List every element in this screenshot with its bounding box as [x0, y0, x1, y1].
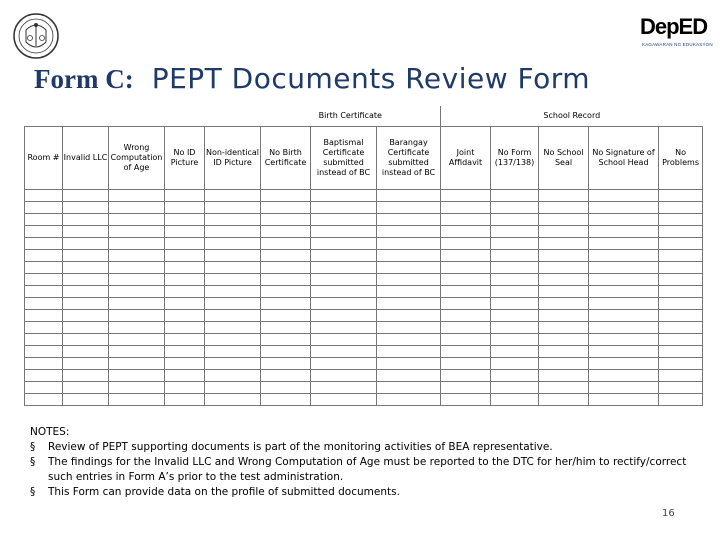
note-item: [30, 440, 698, 455]
table-cell[interactable]: [109, 358, 165, 370]
table-cell[interactable]: [539, 274, 589, 286]
table-cell[interactable]: [165, 190, 205, 202]
table-cell[interactable]: [377, 298, 441, 310]
table-cell[interactable]: [261, 322, 311, 334]
table-cell[interactable]: [165, 226, 205, 238]
table-cell[interactable]: [311, 250, 377, 262]
table-cell[interactable]: [441, 262, 491, 274]
table-cell[interactable]: [261, 286, 311, 298]
group-header-row: [25, 106, 703, 127]
table-cell[interactable]: [311, 190, 377, 202]
table-cell[interactable]: [261, 346, 311, 358]
table-cell[interactable]: [589, 214, 659, 226]
table-cell[interactable]: [377, 238, 441, 250]
note-item: [30, 455, 698, 485]
table-cell[interactable]: [205, 322, 261, 334]
table-cell[interactable]: [539, 382, 589, 394]
table-cell[interactable]: [589, 274, 659, 286]
table-cell[interactable]: [589, 346, 659, 358]
table-cell[interactable]: [205, 274, 261, 286]
table-cell[interactable]: [261, 202, 311, 214]
table-cell[interactable]: [205, 334, 261, 346]
table-cell[interactable]: [539, 250, 589, 262]
table-cell[interactable]: [25, 202, 63, 214]
table-cell[interactable]: [441, 322, 491, 334]
table-cell[interactable]: [165, 370, 205, 382]
table-cell[interactable]: [539, 238, 589, 250]
table-cell[interactable]: [261, 310, 311, 322]
table-cell[interactable]: [539, 358, 589, 370]
table-row: [25, 382, 703, 394]
table-cell[interactable]: [659, 310, 703, 322]
col-no-birth-certificate: No Birth Certificate: [261, 127, 311, 190]
table-cell[interactable]: [441, 358, 491, 370]
table-cell[interactable]: [659, 238, 703, 250]
table-cell[interactable]: [441, 286, 491, 298]
table-cell[interactable]: [109, 346, 165, 358]
table-cell[interactable]: [539, 298, 589, 310]
table-cell[interactable]: [25, 334, 63, 346]
table-cell[interactable]: [311, 358, 377, 370]
table-row: [25, 358, 703, 370]
table-cell[interactable]: [659, 358, 703, 370]
table-cell[interactable]: [261, 214, 311, 226]
table-cell[interactable]: [205, 394, 261, 406]
table-row: [25, 226, 703, 238]
col-barangay-certificate: Barangay Certificate submitted instead of BC: [377, 127, 441, 190]
table-cell[interactable]: [659, 370, 703, 382]
table-cell[interactable]: [491, 190, 539, 202]
table-cell[interactable]: [205, 250, 261, 262]
table-cell[interactable]: [589, 382, 659, 394]
table-cell[interactable]: [589, 310, 659, 322]
table-cell[interactable]: [205, 346, 261, 358]
table-cell[interactable]: [25, 214, 63, 226]
table-cell[interactable]: [491, 214, 539, 226]
table-cell[interactable]: [109, 250, 165, 262]
table-cell[interactable]: [25, 286, 63, 298]
table-cell[interactable]: [589, 190, 659, 202]
table-cell[interactable]: [491, 250, 539, 262]
note-text: This Form can provide data on the profile of submitted documents.: [48, 486, 400, 498]
table-cell[interactable]: [63, 298, 109, 310]
table-cell[interactable]: [205, 202, 261, 214]
table-cell[interactable]: [659, 274, 703, 286]
table-cell[interactable]: [377, 358, 441, 370]
col-no-id-picture: No ID Picture: [165, 127, 205, 190]
table-cell[interactable]: [589, 358, 659, 370]
table-cell[interactable]: [63, 382, 109, 394]
group-header-blank: [25, 106, 261, 127]
table-cell[interactable]: [491, 370, 539, 382]
table-cell[interactable]: [261, 334, 311, 346]
note-item: [30, 485, 698, 500]
table-cell[interactable]: [441, 214, 491, 226]
table-cell[interactable]: [165, 310, 205, 322]
table-cell[interactable]: [311, 226, 377, 238]
table-cell[interactable]: [659, 226, 703, 238]
table-cell[interactable]: [25, 358, 63, 370]
table-cell[interactable]: [25, 322, 63, 334]
table-row: [25, 238, 703, 250]
table-cell[interactable]: [25, 346, 63, 358]
table-cell[interactable]: [25, 226, 63, 238]
table-cell[interactable]: [261, 190, 311, 202]
table-row: [25, 190, 703, 202]
table-cell[interactable]: [441, 346, 491, 358]
table-cell[interactable]: [63, 214, 109, 226]
table-cell[interactable]: [377, 394, 441, 406]
table-cell[interactable]: [491, 310, 539, 322]
table-cell[interactable]: [109, 370, 165, 382]
table-cell[interactable]: [589, 334, 659, 346]
table-cell[interactable]: [311, 310, 377, 322]
table-cell[interactable]: [659, 214, 703, 226]
table-cell[interactable]: [205, 190, 261, 202]
table-cell[interactable]: [261, 250, 311, 262]
table-cell[interactable]: [261, 226, 311, 238]
table-cell[interactable]: [311, 382, 377, 394]
table-cell[interactable]: [441, 250, 491, 262]
table-cell[interactable]: [491, 394, 539, 406]
table-cell[interactable]: [261, 382, 311, 394]
col-no-form: No Form (137/138): [491, 127, 539, 190]
table-cell[interactable]: [589, 286, 659, 298]
table-cell[interactable]: [539, 370, 589, 382]
table-row: [25, 202, 703, 214]
table-row: [25, 322, 703, 334]
column-header-row: [25, 127, 703, 190]
table-cell[interactable]: [539, 226, 589, 238]
table-row: [25, 250, 703, 262]
table-cell[interactable]: [441, 274, 491, 286]
table-cell[interactable]: [441, 226, 491, 238]
table-cell[interactable]: [311, 298, 377, 310]
table-cell[interactable]: [261, 358, 311, 370]
table-cell[interactable]: [261, 238, 311, 250]
table-cell[interactable]: [377, 202, 441, 214]
table-cell[interactable]: [491, 298, 539, 310]
table-cell[interactable]: [261, 370, 311, 382]
table-cell[interactable]: [63, 262, 109, 274]
table-cell[interactable]: [165, 214, 205, 226]
table-cell[interactable]: [25, 190, 63, 202]
table-cell[interactable]: [491, 238, 539, 250]
table-cell[interactable]: [63, 202, 109, 214]
col-baptismal-certificate: Baptismal Certificate submitted instead of BC: [311, 127, 377, 190]
table-cell[interactable]: [659, 322, 703, 334]
table-cell[interactable]: [109, 262, 165, 274]
table-cell[interactable]: [589, 202, 659, 214]
table-cell[interactable]: [311, 394, 377, 406]
deped-logo-subtitle: KAGAWARAN NG EDUKASYON: [642, 42, 713, 47]
table-cell[interactable]: [491, 358, 539, 370]
table-cell[interactable]: [589, 250, 659, 262]
table-cell[interactable]: [441, 370, 491, 382]
table-cell[interactable]: [589, 238, 659, 250]
table-cell[interactable]: [25, 250, 63, 262]
table-cell[interactable]: [441, 394, 491, 406]
table-cell[interactable]: [109, 226, 165, 238]
table-cell[interactable]: [539, 394, 589, 406]
table-cell[interactable]: [589, 370, 659, 382]
table-body: [25, 190, 703, 406]
table-cell[interactable]: [205, 226, 261, 238]
table-cell[interactable]: [659, 286, 703, 298]
col-no-signature-of-school-head: No Signature of School Head: [589, 127, 659, 190]
col-wrong-computation-of-age: Wrong Computation of Age: [109, 127, 165, 190]
table-row: [25, 274, 703, 286]
col-invalid-llc: Invalid LLC: [63, 127, 109, 190]
group-header-school-record: School Record: [441, 106, 703, 127]
table-cell[interactable]: [441, 382, 491, 394]
table-cell[interactable]: [165, 262, 205, 274]
table-cell[interactable]: [165, 346, 205, 358]
table-cell[interactable]: [165, 394, 205, 406]
col-no-problems: No Problems: [659, 127, 703, 190]
group-header-birth-certificate: Birth Certificate: [261, 106, 441, 127]
table-cell[interactable]: [63, 322, 109, 334]
table-cell[interactable]: [441, 310, 491, 322]
bullet-icon: §: [30, 456, 36, 468]
table-cell[interactable]: [491, 346, 539, 358]
table-cell[interactable]: [311, 214, 377, 226]
table-cell[interactable]: [377, 274, 441, 286]
table-cell[interactable]: [205, 382, 261, 394]
table-cell[interactable]: [491, 226, 539, 238]
table-cell[interactable]: [109, 214, 165, 226]
table-cell[interactable]: [109, 190, 165, 202]
table-cell[interactable]: [205, 298, 261, 310]
table-cell[interactable]: [165, 274, 205, 286]
table-row: [25, 298, 703, 310]
table-cell[interactable]: [311, 370, 377, 382]
table-cell[interactable]: [205, 286, 261, 298]
table-cell[interactable]: [659, 250, 703, 262]
table-cell[interactable]: [165, 250, 205, 262]
note-text: The findings for the Invalid LLC and Wrong Computation of Age must be reported to the DTC for her/him to rectify/correct such entries in Form A’s prior to the test administration.: [48, 456, 687, 483]
table-cell[interactable]: [491, 286, 539, 298]
notes-heading: NOTES:: [30, 426, 70, 438]
table-row: [25, 370, 703, 382]
deped-seal-logo: [12, 12, 60, 60]
col-no-school-seal: No School Seal: [539, 127, 589, 190]
table-cell[interactable]: [25, 382, 63, 394]
table-cell[interactable]: [63, 238, 109, 250]
form-title: PEPT Documents Review Form: [151, 62, 591, 95]
table-cell[interactable]: [659, 382, 703, 394]
table-cell[interactable]: [377, 190, 441, 202]
table-cell[interactable]: [25, 238, 63, 250]
table-cell[interactable]: [63, 226, 109, 238]
table-cell[interactable]: [109, 286, 165, 298]
table-cell[interactable]: [491, 322, 539, 334]
table-cell[interactable]: [261, 262, 311, 274]
table-cell[interactable]: [109, 202, 165, 214]
table-cell[interactable]: [441, 202, 491, 214]
table-cell[interactable]: [261, 394, 311, 406]
table-cell[interactable]: [261, 298, 311, 310]
table-cell[interactable]: [205, 370, 261, 382]
table-row: [25, 262, 703, 274]
page-title: [34, 62, 590, 95]
table-cell[interactable]: [165, 286, 205, 298]
table-cell[interactable]: [491, 262, 539, 274]
table-cell[interactable]: [491, 202, 539, 214]
table-cell[interactable]: [165, 238, 205, 250]
table-cell[interactable]: [63, 286, 109, 298]
table-cell[interactable]: [377, 214, 441, 226]
form-label: Form C:: [34, 64, 134, 94]
table-cell[interactable]: [377, 382, 441, 394]
table-cell[interactable]: [539, 310, 589, 322]
table-row: [25, 394, 703, 406]
table-cell[interactable]: [539, 334, 589, 346]
table-cell[interactable]: [25, 262, 63, 274]
table-cell[interactable]: [109, 322, 165, 334]
table-cell[interactable]: [63, 310, 109, 322]
table-cell[interactable]: [377, 286, 441, 298]
table-cell[interactable]: [63, 334, 109, 346]
table-cell[interactable]: [659, 262, 703, 274]
table-cell[interactable]: [261, 274, 311, 286]
table-cell[interactable]: [205, 262, 261, 274]
table-cell[interactable]: [109, 274, 165, 286]
col-joint-affidavit: Joint Affidavit: [441, 127, 491, 190]
table-cell[interactable]: [63, 346, 109, 358]
table-cell[interactable]: [205, 358, 261, 370]
table-cell[interactable]: [539, 322, 589, 334]
table-cell[interactable]: [165, 298, 205, 310]
table-cell[interactable]: [165, 322, 205, 334]
deped-logo: [640, 12, 713, 52]
table-cell[interactable]: [377, 334, 441, 346]
table-cell[interactable]: [377, 322, 441, 334]
deped-logo-text: DepED: [640, 14, 708, 39]
table-cell[interactable]: [659, 334, 703, 346]
table-cell[interactable]: [589, 322, 659, 334]
table-cell[interactable]: [659, 202, 703, 214]
table-cell[interactable]: [311, 262, 377, 274]
table-cell[interactable]: [659, 298, 703, 310]
table-cell[interactable]: [25, 370, 63, 382]
table-cell[interactable]: [377, 226, 441, 238]
table-cell[interactable]: [377, 370, 441, 382]
table-cell[interactable]: [205, 214, 261, 226]
notes-section: [30, 425, 698, 500]
table-cell[interactable]: [63, 394, 109, 406]
table-cell[interactable]: [311, 346, 377, 358]
table-cell[interactable]: [491, 274, 539, 286]
table-cell[interactable]: [311, 202, 377, 214]
table-cell[interactable]: [165, 334, 205, 346]
table-cell[interactable]: [659, 394, 703, 406]
table-cell[interactable]: [441, 238, 491, 250]
table-cell[interactable]: [377, 250, 441, 262]
table-cell[interactable]: [539, 190, 589, 202]
table-cell[interactable]: [377, 262, 441, 274]
table-cell[interactable]: [311, 334, 377, 346]
table-cell[interactable]: [441, 334, 491, 346]
col-non-identical-id-picture: Non-identical ID Picture: [205, 127, 261, 190]
table-cell[interactable]: [25, 310, 63, 322]
table-row: [25, 286, 703, 298]
table-cell[interactable]: [539, 214, 589, 226]
note-text: Review of PEPT supporting documents is part of the monitoring activities of BEA representative.: [48, 441, 553, 453]
table-row: [25, 214, 703, 226]
table-row: [25, 346, 703, 358]
table-cell[interactable]: [205, 238, 261, 250]
table-cell[interactable]: [63, 250, 109, 262]
table-cell[interactable]: [311, 286, 377, 298]
table-cell[interactable]: [25, 394, 63, 406]
table-cell[interactable]: [441, 190, 491, 202]
table-cell[interactable]: [589, 298, 659, 310]
table-cell[interactable]: [539, 262, 589, 274]
table-cell[interactable]: [659, 190, 703, 202]
table-cell[interactable]: [109, 310, 165, 322]
table-cell[interactable]: [109, 334, 165, 346]
table-row: [25, 310, 703, 322]
table-cell[interactable]: [165, 358, 205, 370]
page-number: 16: [662, 508, 675, 519]
table-cell[interactable]: [109, 394, 165, 406]
table-cell[interactable]: [377, 346, 441, 358]
table-cell[interactable]: [539, 202, 589, 214]
table-cell[interactable]: [311, 274, 377, 286]
table-cell[interactable]: [589, 394, 659, 406]
bullet-icon: §: [30, 486, 36, 498]
table-cell[interactable]: [539, 346, 589, 358]
review-table: [24, 106, 703, 406]
table-cell[interactable]: [311, 238, 377, 250]
table-cell[interactable]: [63, 190, 109, 202]
table-cell[interactable]: [659, 346, 703, 358]
table-row: [25, 334, 703, 346]
col-room-number: Room #: [25, 127, 63, 190]
table-cell[interactable]: [109, 382, 165, 394]
table-cell[interactable]: [63, 274, 109, 286]
table-cell[interactable]: [589, 226, 659, 238]
table-cell[interactable]: [539, 286, 589, 298]
table-cell[interactable]: [25, 274, 63, 286]
table-cell[interactable]: [165, 382, 205, 394]
table-cell[interactable]: [377, 310, 441, 322]
table-cell[interactable]: [491, 382, 539, 394]
table-cell[interactable]: [165, 202, 205, 214]
table-cell[interactable]: [25, 298, 63, 310]
table-cell[interactable]: [589, 262, 659, 274]
table-cell[interactable]: [109, 298, 165, 310]
table-cell[interactable]: [109, 238, 165, 250]
table-cell[interactable]: [441, 298, 491, 310]
table-cell[interactable]: [311, 322, 377, 334]
table-cell[interactable]: [205, 310, 261, 322]
table-cell[interactable]: [63, 370, 109, 382]
notes-list: [30, 440, 698, 500]
table-cell[interactable]: [63, 358, 109, 370]
table-cell[interactable]: [491, 334, 539, 346]
bullet-icon: §: [30, 441, 36, 453]
